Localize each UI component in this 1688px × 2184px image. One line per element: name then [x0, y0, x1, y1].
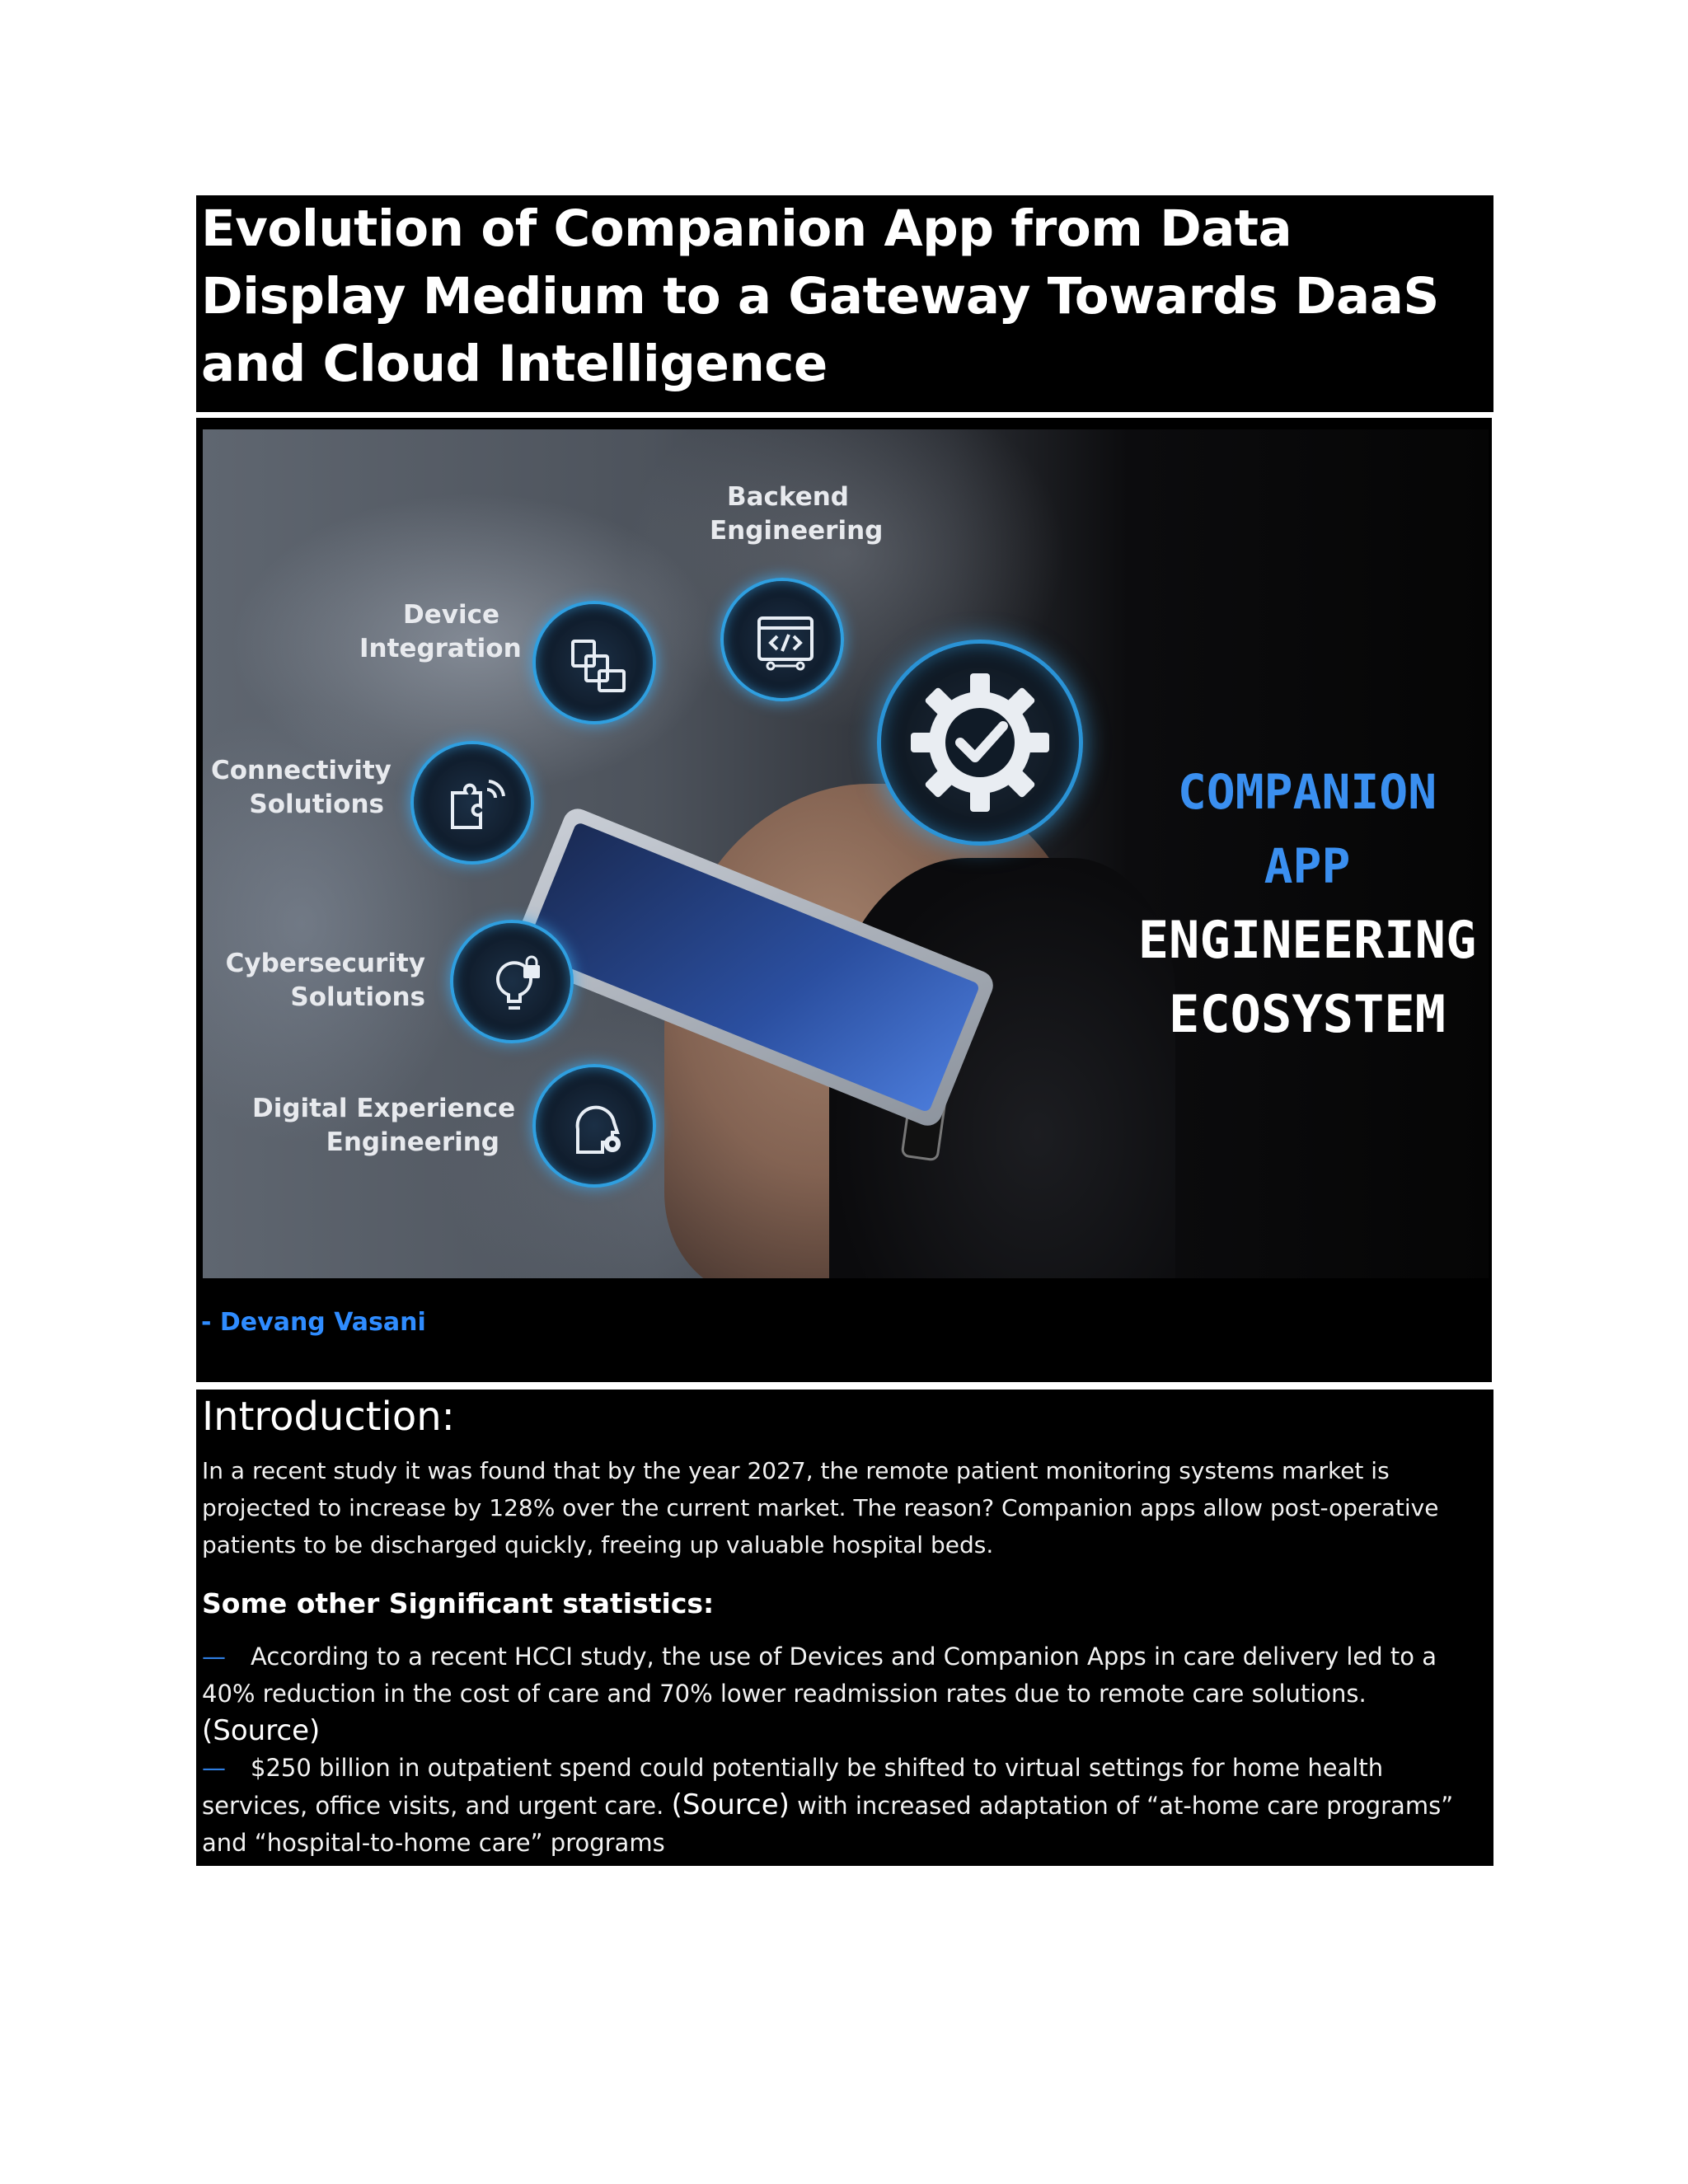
statistic-text: According to a recent HCCI study, the use of Devices and Companion Apps in care delivery led to a 40% reduction in the cost of care and 70% lower readmission rates due to remote care solutions. — [202, 1643, 1437, 1708]
dash-bullet: — — [202, 1754, 226, 1782]
service-label-digital-experience: Digital Experience Engineering — [252, 1094, 516, 1157]
dash-bullet: — — [202, 1643, 226, 1671]
title-banner — [196, 195, 1493, 412]
brand-line-ecosystem: ECOSYSTEM — [1169, 984, 1446, 1044]
introduction-paragraph: In a recent study it was found that by the year 2027, the remote patient monitoring systems market is projected to increase by 128% over the current market. The reason? Companion apps allow post-operative patients to be discharged quickly, freeing up valuable hospital beds. — [202, 1457, 1439, 1558]
statistic-item: — $250 billion in outpatient spend could potentially be shifted to virtual settings for home health services, office visits, and urgent care. (Source) with increased adaptation of “at-home care programs” and “hospital-to-home care” programs — [202, 1754, 1454, 1857]
brand-heading — [1126, 755, 1489, 1052]
head-gear-icon — [532, 1064, 656, 1188]
source-link[interactable]: Source — [682, 1788, 779, 1821]
introduction-heading: Introduction: — [202, 1394, 455, 1440]
introduction-section — [196, 1390, 1493, 1866]
service-label-backend: Backend Engineering — [710, 482, 884, 546]
service-label-cybersecurity: Cybersecurity Solutions — [225, 949, 425, 1012]
brand-line-companion: COMPANION APP — [1177, 764, 1437, 894]
source-link[interactable]: Source — [213, 1714, 310, 1747]
bulb-lock-icon — [450, 920, 574, 1043]
hero-banner — [196, 418, 1492, 1382]
gear-check-icon — [877, 640, 1083, 846]
statistic-text-after: with increased adaptation of “at-home care programs” and “hospital-to-home care” programs — [202, 1792, 1454, 1857]
brand-line-engineering: ENGINEERING — [1137, 910, 1477, 970]
author-byline: - Devang Vasani — [201, 1308, 426, 1337]
code-window-icon — [720, 578, 844, 701]
statistics-heading: Some other Significant statistics: — [202, 1587, 715, 1619]
statistic-item: — According to a recent HCCI study, the use of Devices and Companion Apps in care delivery led to a 40% reduction in the cost of care and 70% lower readmission rates due to remote care solutions. (Source) — [202, 1643, 1437, 1747]
document-title: Evolution of Companion App from Data Display Medium to a Gateway Towards DaaS and Cloud Intelligence — [201, 199, 1439, 393]
hero-image — [203, 429, 1489, 1278]
service-label-device-integration: Device Integration — [359, 600, 522, 663]
statistic-text: $250 billion in outpatient spend could potentially be shifted to virtual settings for home health services, office visits, and urgent care. — [202, 1754, 1384, 1820]
devices-icon — [532, 601, 656, 724]
service-label-connectivity: Connectivity Solutions — [211, 756, 392, 819]
puzzle-signal-icon — [410, 741, 534, 865]
